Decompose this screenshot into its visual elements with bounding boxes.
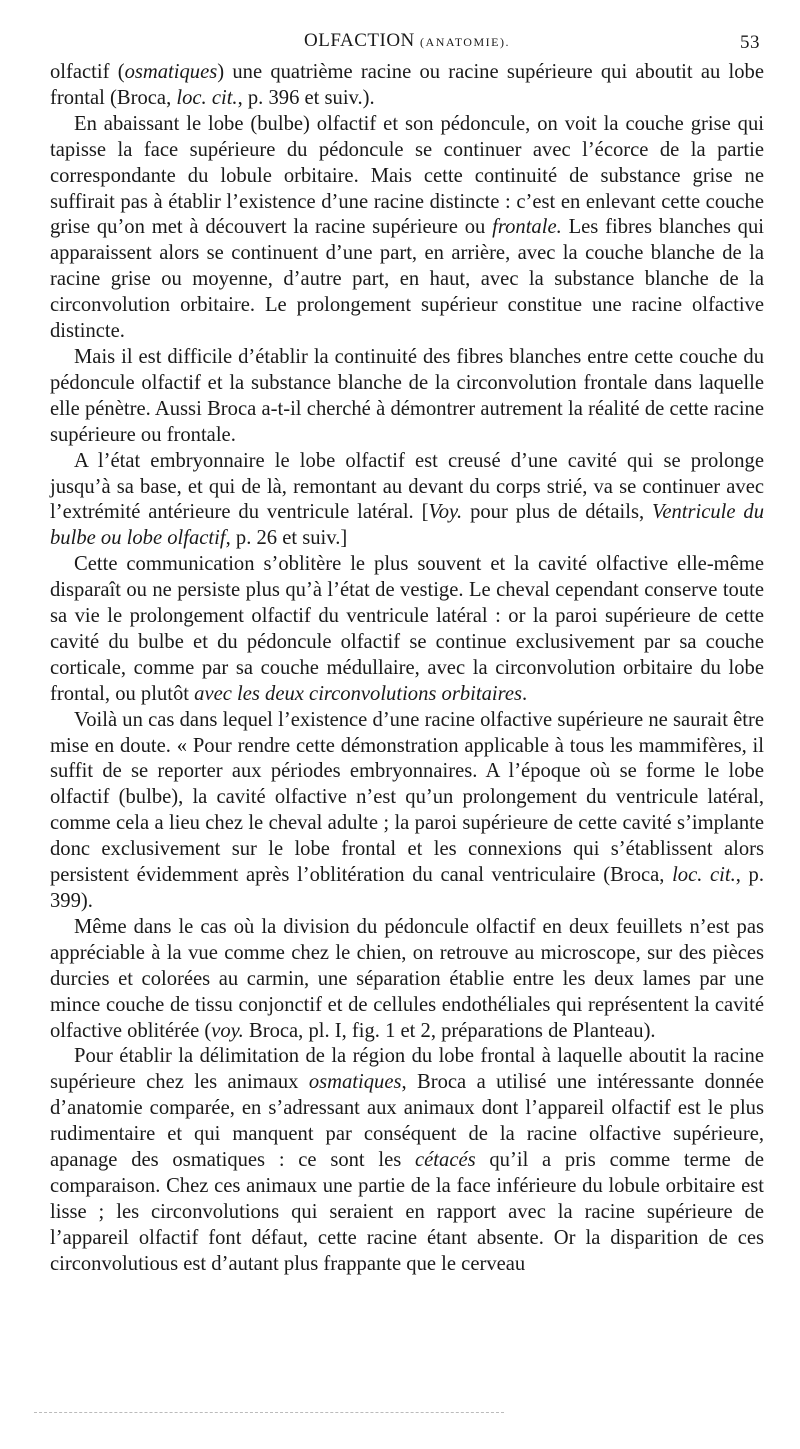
paragraph-7-italic-a: voy. — [211, 1019, 244, 1042]
paragraph-5-text-b: . — [522, 682, 528, 705]
paragraph-2 — [50, 112, 764, 345]
paragraph-5 — [50, 552, 764, 707]
paragraph-6-text-a: Voilà un cas dans lequel l’existence d’une racine olfactive supérieure ne saurait être mise en doute. « Pour rendre cette démonstration applicable à tous les mammifères, il suffit de se reporter aux périodes embryonnaires. A l’époque où se forme le lobe olfactif (bulbe), la cavité olfactive n’est qu’un prolongement du ventricule latéral, comme cela a lieu chez le cheval adulte ; la paroi supérieure de cette cavité s’implante donc exclusivement sur le lobe frontal et les connexions qui s’établissent alors persistent évidemment après l’oblitération du canal ventriculaire (Broca, — [50, 708, 764, 887]
running-title-sub: (ANATOMIE). — [420, 35, 510, 49]
paragraph-4 — [50, 449, 764, 553]
paragraph-5-text-a: Cette communication s’oblitère le plus souvent et la cavité olfactive elle-même disparaît ou ne persiste plus qu’à l’état de vestige. Le cheval cependant conserve toute sa vie le prolongement olfactif du ventricule latéral : or la paroi supérieure de cette cavité du bulbe et du pédoncule olfactif se continue exclusivement par sa couche corticale, comme par sa couche médullaire, avec la circonvolution orbitaire du lobe frontal, ou plutôt — [50, 553, 764, 705]
paragraph-8-text-c: qu’il a pris comme terme de comparaison. Chez ces animaux une partie de la face inférieure du lobule orbitaire est lisse ; les circonvolutions qui seraient en rapport avec la racine supérieure de l’appareil olfactif font défaut, cette racine étant absente. Or la disparition de ces circonvolutious est d’autant plus frappante que le cerveau — [50, 1149, 764, 1275]
paragraph-2-text-b: Les fibres blanches qui apparaissent alors se continuent d’une part, en arrière, avec la couche blanche de la racine grise ou moyenne, d’autre part, en haut, avec la substance blanche de la circonvolution orbitaire. Le prolongement supérieur constitue une racine olfactive distincte. — [50, 216, 764, 343]
running-title-main: OLFACTION — [304, 30, 415, 51]
paragraph-2-italic-a: frontale. — [492, 216, 562, 239]
paragraph-4-text-a: A l’état embryonnaire le lobe olfactif est creusé d’une cavité qui se prolonge jusqu’à sa base, et qui de là, remontant au devant du corps strié, va se continuer avec l’extrémité antérieure du ventricule latéral. [ — [50, 449, 764, 524]
paragraph-4-italic-a: Voy. — [428, 501, 463, 524]
paragraph-3 — [50, 345, 764, 449]
paragraph-6-text-b: , p. 399). — [50, 864, 764, 912]
paragraph-7-text-a: Même dans le cas où la division du pédoncule olfactif en deux feuillets n’est pas appréciable à la vue comme chez le chien, on retrouve au microscope, sur des pièces durcies et colorées au carmin, une séparation établie entre les deux lames par une mince couche de tissu conjonctif et de cellules endothéliales qui représentent la cavité olfactive oblitérée ( — [50, 915, 764, 1042]
paragraph-1-italic-a: osmatiques — [124, 61, 218, 83]
paragraph-6 — [50, 708, 764, 915]
paragraph-8-italic-b: cétacés — [415, 1149, 476, 1172]
paragraph-2-text-a: En abaissant le lobe (bulbe) olfactif et son pédoncule, on voit la couche grise qui tapisse la face supérieure du pédoncule se continuer avec l’écorce de la partie correspondante du lobule orbitaire. Mais cette continuité de substance grise ne suffirait pas à établir l’existence d’une racine distincte : c’est en enlevant cette couche grise qu’on met à découvert la racine supérieure ou — [50, 112, 764, 239]
paragraph-6-italic-a: loc. cit. — [672, 864, 736, 887]
paragraph-7-text-b: Broca, pl. I, fig. 1 et 2, préparations de Planteau). — [243, 1019, 656, 1042]
paragraph-3-text-a: Mais il est difficile d’établir la continuité des fibres blanches entre cette couche du pédoncule olfactif et la substance blanche de la circonvolution frontale dans laquelle elle pénètre. Aussi Broca a-t-il cherché à démontrer autrement la réalité de cette racine supérieure ou frontale. — [50, 345, 764, 446]
paragraph-1-text-a: olfactif ( — [50, 61, 125, 83]
paragraph-1-italic-b: loc. cit. — [176, 86, 238, 109]
body-text — [50, 60, 764, 1278]
running-title — [50, 30, 764, 52]
paragraph-8 — [50, 1044, 764, 1277]
paragraph-4-text-b: pour plus de détails, — [462, 501, 653, 524]
paragraph-8-text-b: , Broca a utilisé une intéressante donnée d’anatomie comparée, en s’adressant aux animaux dont l’appareil olfactif est le plus rudimentaire et qui manquent par conséquent de la racine olfactive supérieure, apanage des osmatiques : ce sont les — [50, 1071, 764, 1172]
paragraph-1-text-c: , p. 396 et suiv.). — [237, 86, 375, 109]
paragraph-4-italic-b: Ventricule du bulbe ou lobe olfactif — [50, 501, 764, 550]
paragraph-7 — [50, 915, 764, 1045]
paragraph-5-italic-a: avec les deux circonvolutions orbitaires — [194, 682, 523, 705]
page-number: 53 — [740, 32, 760, 53]
paragraph-1-text-b: ) une quatrième racine ou racine supérieure qui aboutit au lobe frontal (Broca, — [50, 61, 764, 109]
paragraph-8-text-a: Pour établir la délimitation de la région du lobe frontal à laquelle aboutit la racine supérieure chez les animaux — [50, 1045, 764, 1094]
running-head — [50, 28, 764, 56]
bottom-rule — [34, 1412, 504, 1413]
paragraph-8-italic-a: osmatiques — [308, 1071, 402, 1094]
paragraph-1 — [50, 60, 764, 112]
paragraph-4-text-c: , p. 26 et suiv.] — [225, 527, 348, 550]
